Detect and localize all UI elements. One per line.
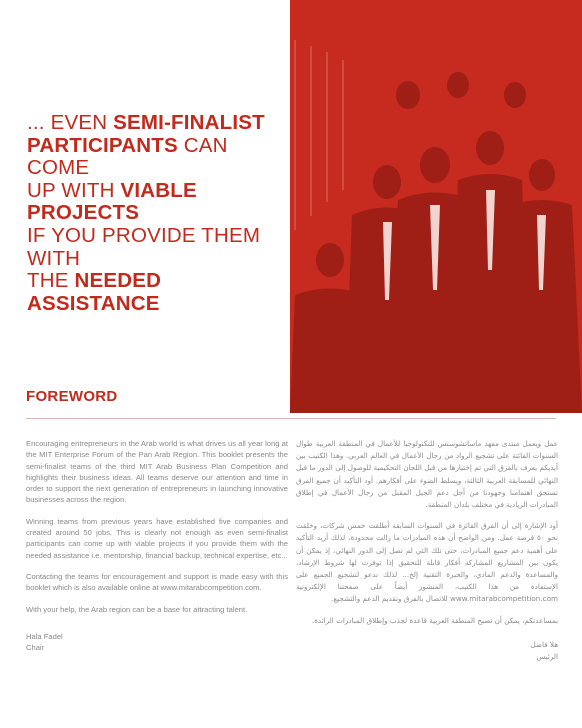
arabic-paragraph-3: بمساعدتكم، يمكن أن تصبح المنطقة العربية قاعدة لجذب وإطلاق المبادرات الرائدة. (311, 615, 558, 625)
english-paragraph-1: Encouraging entrepreneurs in the Arab world is what drives us all year long at the MIT Enterprise Forum of the Pan Arab Region. This booklet presents the semi-finalist teams of the third MIT Arab Business Plan Competition and highlights their business ideas. All teams deserve our attention and time in order to support the next generation of entrepreneurs in launching innovative businesses across the region. (26, 439, 288, 505)
arabic-column (296, 438, 558, 663)
english-paragraph-3: Contacting the teams for encouragement and support is made easy with this booklet which is also available online at www.mitarabcompetition.com. (26, 571, 288, 593)
group-photo (290, 0, 582, 413)
section-title: FOREWORD (26, 388, 118, 405)
arabic-signature-name: هلا فاضل (530, 639, 558, 649)
arabic-signature-title: الرئيس (536, 652, 558, 662)
headline-line-3: UP WITH VIABLE PROJECTS (27, 178, 197, 225)
arabic-signature (296, 639, 558, 663)
arabic-paragraph-2: أود الإشارة إلى أن الفرق الفائزة في السنوات السابقة أطلقت خمس شركات، وخلقت نحو ٥٠ فرصة عمل. ومن الواضح أن هذه المبادرات ما زالت محدودة، لذلك أريد التأكيد على أهمية دعم جميع المبادرات، حتى تلك التي لم تصل إلى الدور النهائي، إذ يمكن أن يكون بين المشاريع المشاركة أفكار قابلة للتحقيق إذا توفرت لها شروط الإرشاد، والمساعدة والدعم المادي، والخبرة التقنية إلخ... لذلك ندعو لتشجيع الجميع على الإستفادة من هذا الكتيب، المنشور أيضاً على صفحتنا الإلكترونية www.mitarabcompetition.com للاتصال بالفرق وتقديم الدعم والتشجيع. (296, 521, 558, 604)
headline (27, 112, 287, 315)
arabic-paragraph-1: عمل ويعمل منتدى معهد ماساتشوستس للتكنولوجيا للأعمال في المنطقة العربية طوال السنوات الفائتة على تشجيع الرواد من رجال الأعمال في العالم العربي. وهذا الكتيب بين أيديكم يعرف بالفرق التي تم إختيارها من قبل اللجان التحكيمية للوصول إلى الدور ما قبل النهائي للمسابقة العربية الثالثة، ويسلط الضوء على أفكارهم. أود التأكيد أن جميع الفرق تستحق اهتمامنا وجهودنا من أجل دعم الجيل المقبل من رجال الأعمال في إطلاق المبادرات الريادية في مختلف بلدان المنطقة. (296, 439, 558, 510)
english-paragraph-2: Winning teams from previous years have established five companies and created around 50 jobs. This is clearly not enough as even semi-finalist participants can come up with viable projects if you provide them with the needed assistance i.e. mentorship, financial backup, technical expertise, etc... (26, 516, 288, 560)
headline-line-5: THE NEEDED ASSISTANCE (27, 269, 162, 315)
headline-line-1: ... EVEN SEMI-FINALIST (27, 111, 265, 134)
english-signature (26, 631, 288, 654)
english-paragraph-4: With your help, the Arab region can be a base for attracting talent. (26, 604, 248, 614)
signature-title: Chair (26, 643, 45, 653)
headline-line-4: IF YOU PROVIDE THEM WITH (27, 223, 261, 270)
divider (26, 418, 556, 419)
headline-line-2: PARTICIPANTS CAN COME (27, 133, 228, 180)
english-column (26, 438, 288, 653)
signature-name: Hala Fadel (26, 631, 63, 641)
